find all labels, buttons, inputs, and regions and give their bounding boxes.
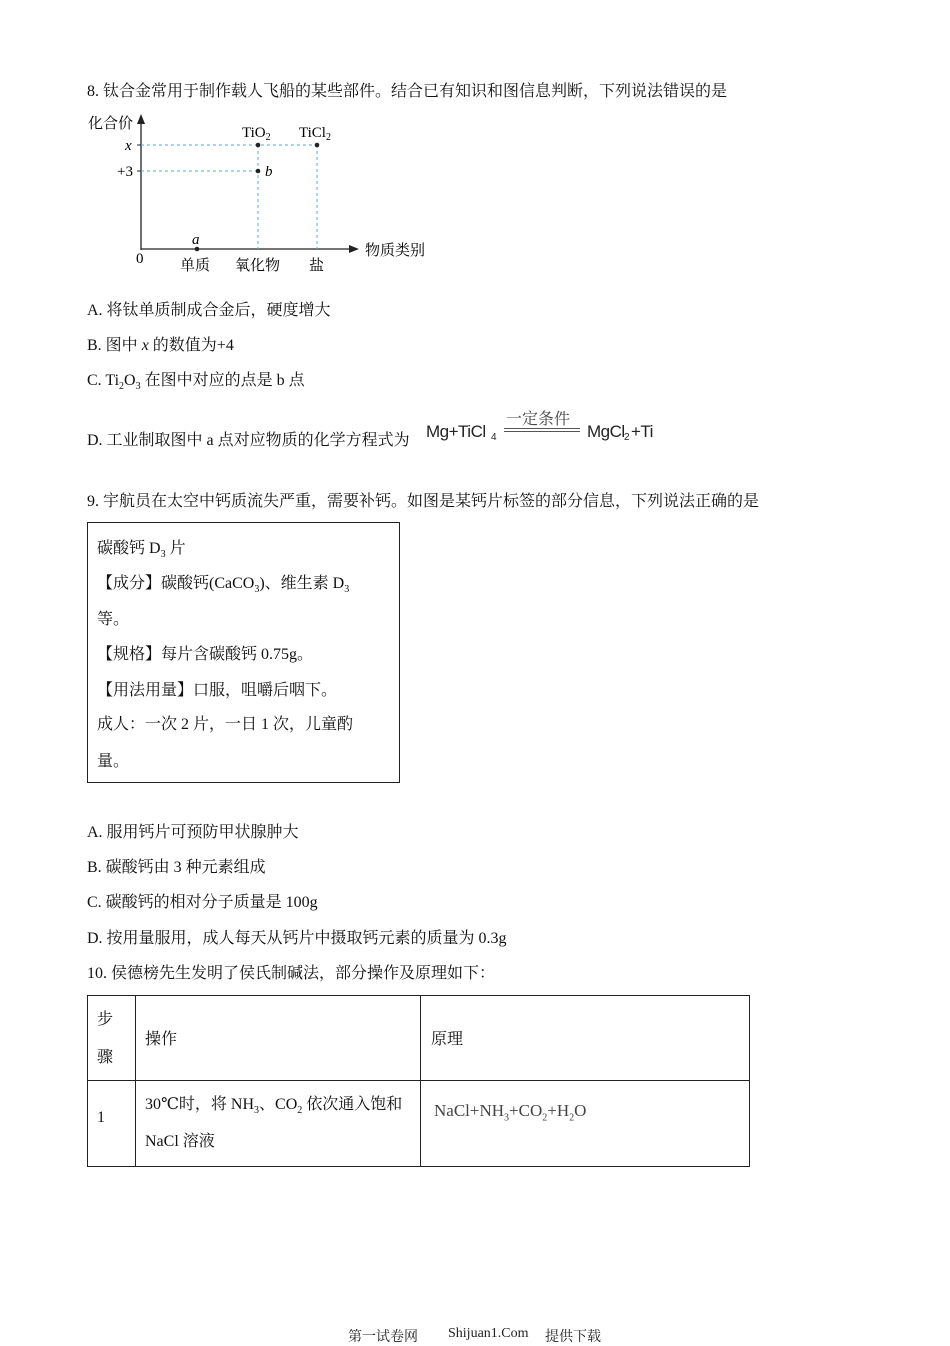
point-ticl2	[315, 143, 320, 148]
label-adult-wrap: 量。	[97, 753, 130, 770]
table-row	[88, 1081, 750, 1167]
label-ingredients: 【成分】碳酸钙(CaCO$_3$)、维生素 $D_3$	[97, 575, 350, 596]
label-adult: 成人：一次 2 片，一日 1 次，儿童酌	[97, 716, 354, 733]
row1-step: 1	[88, 1081, 136, 1167]
calcium-tablet-label	[87, 522, 400, 783]
footer-site-cn: 第一试卷网	[348, 1330, 418, 1345]
label-title: 碳酸钙 $D_3$ 片	[97, 540, 186, 561]
q9-option-b: B. 碳酸钙由 3 种元素组成	[87, 859, 266, 876]
q8-valence-chart	[85, 110, 445, 280]
point-b-label: b	[265, 164, 273, 180]
q8-option-a: A. 将钛单质制成合金后，硬度增大	[87, 302, 331, 319]
q9-option-d: D. 按用量服用，成人每天从钙片中摄取钙元素的质量为 0.3g	[87, 930, 507, 947]
q8-equation: Mg+TiCl 4 一定条件 MgCl 2 +Ti	[426, 409, 653, 443]
point-tio2	[256, 143, 261, 148]
q9-option-c: C. 碳酸钙的相对分子质量是 100g	[87, 894, 318, 911]
guide-lines	[141, 145, 317, 249]
point-a-label: a	[192, 232, 200, 248]
x-cat-oxide: 氧化物	[235, 258, 281, 274]
x-cat-salt: 盐	[309, 258, 325, 274]
y-axis-label: 化合价	[88, 116, 134, 132]
label-ingredients-wrap: 等。	[97, 611, 130, 628]
label-spec: 【规格】每片含碳酸钙 0.75g。	[97, 646, 314, 663]
point-b	[256, 169, 261, 174]
x-axis-arrow	[349, 245, 359, 253]
label-ticl2: TiCl$_2$	[299, 125, 331, 143]
footer-site-en[interactable]: Shijuan1.Com	[448, 1326, 529, 1341]
y-axis-arrow	[137, 114, 145, 124]
q8-stem: 8. 钛合金常用于制作载人飞船的某些部件。结合已有知识和图信息判断，下列说法错误的是	[87, 83, 728, 100]
x-axis-label: 物质类别	[365, 243, 426, 259]
process-table	[87, 995, 750, 1167]
y-tick-x: x	[125, 138, 132, 154]
table-header-row	[88, 996, 750, 1081]
footer-download: 提供下载	[545, 1330, 601, 1345]
q10-stem: 10. 侯德榜先生发明了侯氏制碱法，部分操作及原理如下：	[87, 965, 496, 982]
y-tick-plus3: +3	[117, 164, 133, 180]
row1-operation: 30℃时，将 $NH_3$、$CO_2$ 依次通入饱和 NaCl 溶液	[136, 1081, 421, 1167]
header-principle: 原理	[421, 996, 750, 1081]
q9-stem: 9. 宇航员在太空中钙质流失严重，需要补钙。如图是某钙片标签的部分信息，下列说法正确的是	[87, 493, 760, 510]
header-step: 步 骤	[88, 996, 136, 1081]
header-operation: 操作	[136, 996, 421, 1081]
q8-option-d: D. 工业制取图中 a 点对应物质的化学方程式为	[87, 432, 410, 449]
label-tio2: TiO$_2$	[242, 125, 271, 143]
principle-equation: $NaCl+NH_3+CO_2+H_2O$	[434, 1101, 587, 1124]
x-cat-element: 单质	[180, 258, 211, 274]
origin-label: 0	[136, 251, 144, 267]
q9-option-a: A. 服用钙片可预防甲状腺肿大	[87, 824, 299, 841]
label-usage: 【用法用量】口服，咀嚼后咽下。	[97, 682, 338, 699]
row1-principle	[421, 1081, 750, 1167]
q8-option-c: C. $Ti_2O_3$ 在图中对应的点是 b 点	[87, 372, 305, 393]
q8-option-b: B. 图中 x 的数值为+4	[87, 337, 234, 354]
